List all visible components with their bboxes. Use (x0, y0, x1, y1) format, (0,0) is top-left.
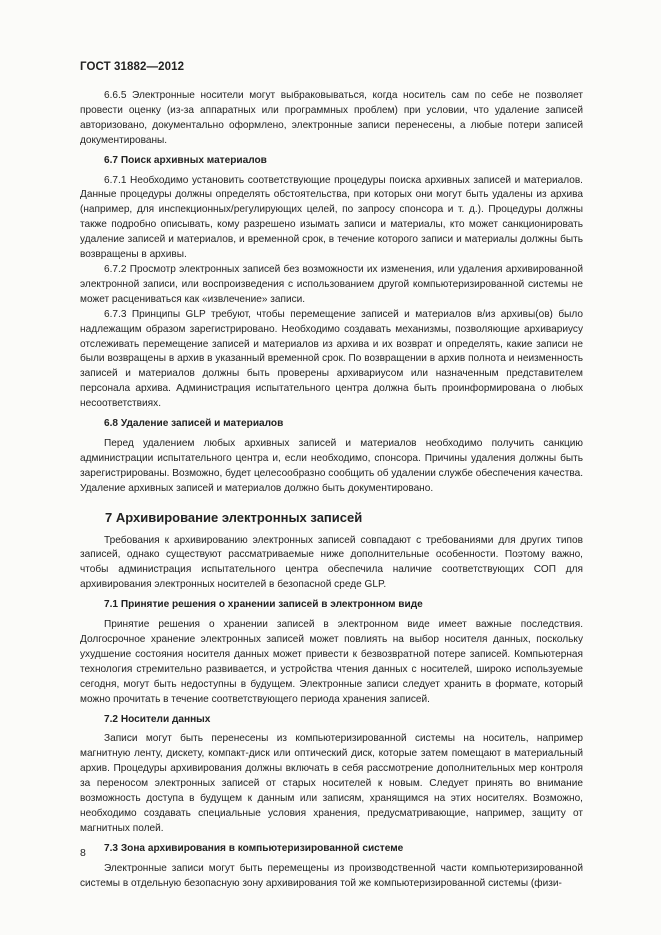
paragraph-7-3: Электронные записи могут быть перемещены из производственной части компьютеризированной системы в отдельную безопасную зону архивирования той же компьютеризированной системы (физи- (80, 862, 583, 889)
document-id: ГОСТ 31882—2012 (80, 61, 185, 73)
paragraph-7-1: Принятие решения о хранении записей в электронном виде имеет важные последствия. Долгосрочное хранение электронных записей может повлиять на выбор носителя данных, поскольку ухудшение состояния носителя данных может привести к безвозвратной потере записей. Компьютерная технология стремительно развивается, и устройства чтения данных с носителей, широко используемые сегодня, могут быть недоступны в будущем. Электронные записи следует хранить в формате, который можно прочитать в течение соответствующего периода хранения записей. (80, 619, 583, 705)
paragraph-6-7-1: 6.7.1 Необходимо установить соответствующие процедуры поиска архивных записей и материалов. Данные процедуры должны определять обстоятельства, при которых они могут быть удалены из архива (например, для инспекционных/регулирующих целей, по запросу спонсора и т. д.). Процедуры должны также подробно описывать, кому разрешено изымать записи и материалы, кто может санкционировать удаление записей и материалов, и временной срок, в течение которого записи и материалы должны быть возвращены в архивы. (80, 174, 583, 261)
paragraph-6-7-2: 6.7.2 Просмотр электронных записей без возможности их изменения, или удаления архивированной электронной записи, или воспроизведения с использованием другой компьютеризированной системы не может расцениваться как «извлечение» записи. (80, 263, 583, 305)
page-number: 8 (80, 847, 86, 859)
paragraph-6-7-3: 6.7.3 Принципы GLP требуют, чтобы перемещение записей и материалов в/из архивы(ов) было надлежащим образом зарегистрировано. Необходимо создавать механизмы, позволяющие архивариусу отслеживать перемещение записей и материалов из архива и их возврат и определять, какие записи не были возвращены в архив в указанный временной срок. По возвращении в архив полнота и неизменность записей и материалов должны быть проверены архивариусом или назначенным представителем персонала архива. Администрация испытательного центра должна быть проинформирована о любых несоответствиях. (80, 308, 583, 410)
heading-6-8: 6.8 Удаление записей и материалов (104, 418, 284, 430)
paragraph-7-2: Записи могут быть перенесены из компьютеризированной системы на носитель, например магнитную ленту, дискету, компакт-диск или оптический диск, которые затем помещают в материальный архив. Процедуры архивирования должны включать в себя рассмотрение дополнительных мер контроля за переносом электронных записей от старых носителей к новым. Следует принять во внимание возможность доступа в будущем к данным или записям, хранящимся на этих носителях. Возможно, необходимо создавать специальные условия хранения, предусматривающие, например, защиту от магнитных полей. (80, 733, 583, 834)
paragraph-7: Требования к архивированию электронных записей совпадают с требованиями для других типов записей, однако существуют рассматриваемые ниже дополнительные особенности. Поэтому важно, чтобы администрация испытательного центра обеспечила наличие соответствующих СОП для архивирования электронных носителей в безопасной среде GLP. (80, 534, 583, 591)
paragraph-6-6-5: 6.6.5 Электронные носители могут выбраковываться, когда носитель сам по себе не позволяет провести оценку (из-за аппаратных или программных проблем) при условии, что удаление записей авторизовано, документально оформлено, электронные записи перенесены, а любые потери записей документированы. (80, 90, 583, 146)
heading-7-2: 7.2 Носители данных (104, 713, 211, 725)
heading-6-7: 6.7 Поиск архивных материалов (104, 154, 267, 166)
document-body (80, 89, 583, 892)
heading-7-1: 7.1 Принятие решения о хранении записей в электронном виде (104, 599, 423, 611)
paragraph-6-8: Перед удалением любых архивных записей и материалов необходимо получить санкцию администрации испытательного центра и, если необходимо, спонсора. Причины удаления должны быть зарегистрированы. Возможно, будет целесообразно сообщить об удалении службе обеспечения качества. Удаление архивных записей и материалов должно быть документировано. (80, 437, 584, 494)
heading-section-7: 7 Архивирование электронных записей (105, 509, 363, 525)
heading-7-3: 7.3 Зона архивирования в компьютеризированной системе (104, 842, 404, 854)
